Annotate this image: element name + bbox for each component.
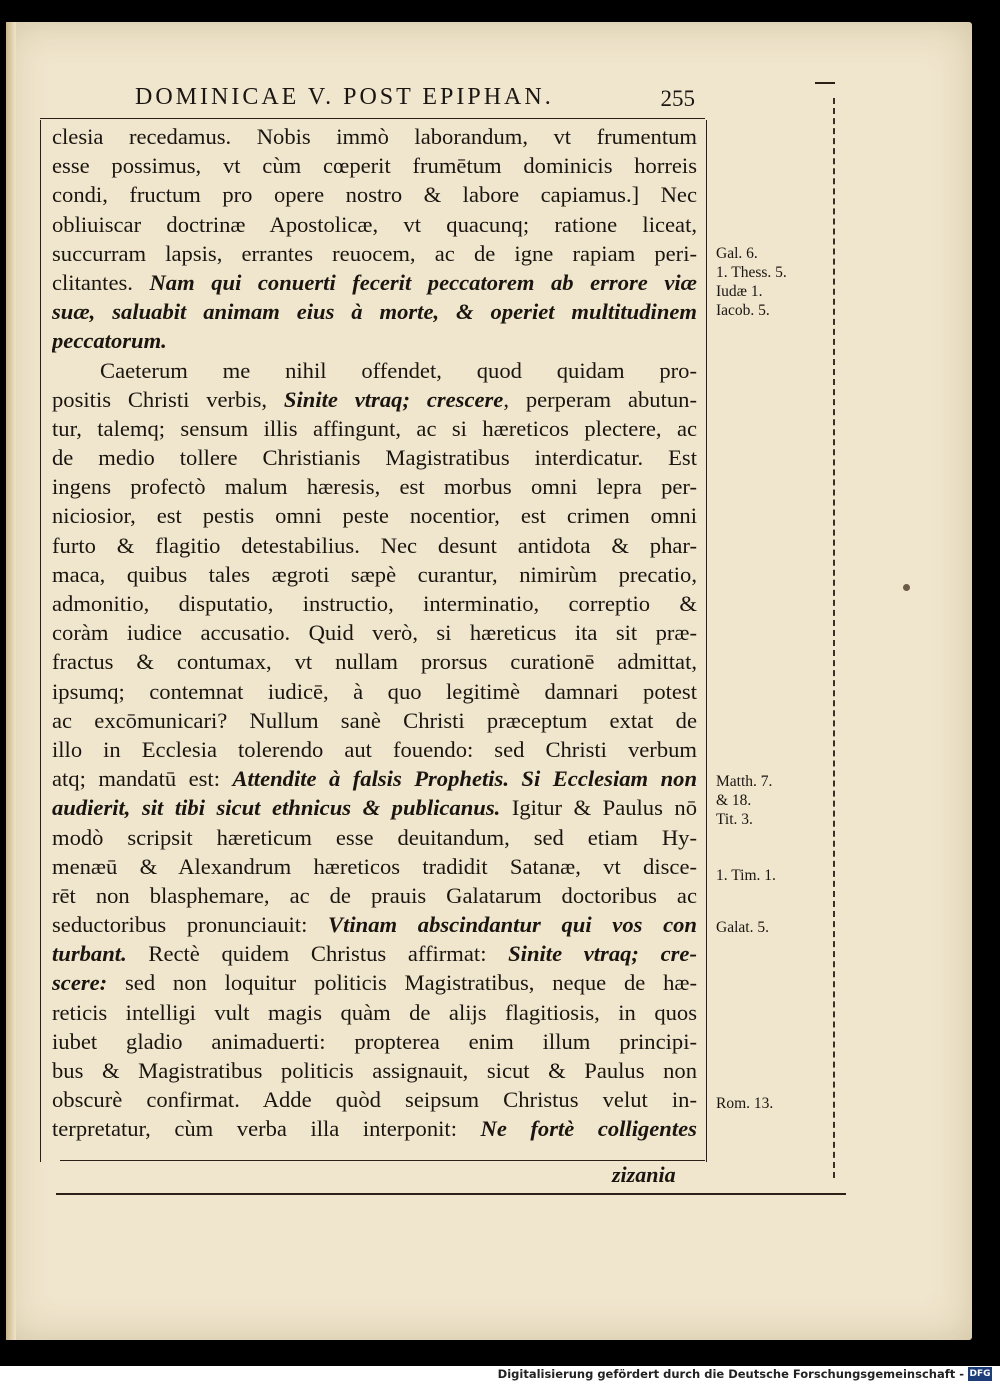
text-run: esse possimus, vt cùm cœperit frumētum dominicis horreis	[52, 153, 697, 179]
text-run: rēt non blasphemare, ac de prauis Galatarum doctoribus ac	[52, 882, 697, 908]
text-line	[52, 589, 697, 618]
text-line	[52, 1085, 697, 1114]
text-run: ipsumq; contemnat iudicē, à quo legitimè damnari potest	[52, 678, 697, 704]
text-run: clitantes.	[52, 269, 150, 295]
italic-text-run: Vtinam abscindantur qui vos con	[328, 912, 697, 938]
text-line	[52, 122, 697, 151]
margin-note-rom: Rom. 13.	[716, 1095, 774, 1112]
text-line	[52, 764, 697, 793]
text-run: admonitio, disputatio, instructio, interminatio, correptio &	[52, 591, 697, 616]
text-run: reticis intelligi vult magis quàm de alijs flagitiosis, in quos	[52, 999, 697, 1025]
text-run: positis Christi verbis,	[52, 386, 284, 412]
bottom-rule	[60, 1160, 705, 1161]
text-line	[52, 881, 697, 910]
text-line	[52, 210, 697, 239]
text-line	[52, 180, 697, 209]
text-run: illo in Ecclesia tolerendo aut fouendo: sed Christi verbum	[52, 736, 697, 762]
text-line	[52, 735, 697, 764]
text-run: furto & flagitio detestabilius. Nec desunt antidota & phar-	[52, 532, 697, 558]
text-run: de medio tollere Christianis Magistratibus interdicatur. Est	[52, 445, 697, 471]
italic-text-run: Ne fortè colligentes	[480, 1116, 697, 1142]
running-title: DOMINICAE V. POST EPIPHAN.	[135, 84, 554, 110]
text-line	[52, 852, 697, 881]
italic-text-run: peccatorum.	[52, 328, 167, 354]
text-run: fractus & contumax, vt nullam prorsus curationē admittat,	[52, 649, 697, 675]
text-run: succurram lapsis, errantes reuocem, ac de igne rapiam peri-	[52, 240, 697, 266]
text-line	[52, 414, 697, 443]
text-line	[52, 326, 697, 355]
text-line	[52, 1056, 697, 1085]
text-run: maca, quibus tales ægroti sæpè curantur, nimirùm precatio,	[52, 561, 697, 587]
text-line	[52, 1027, 697, 1056]
text-run: ac excōmunicari? Nullum sanè Christi præceptum extat de	[52, 707, 697, 733]
italic-text-run: audierit, sit tibi sicut ethnicus & publicanus.	[52, 795, 501, 821]
margin-note-galat: Galat. 5.	[716, 919, 769, 936]
text-line	[52, 677, 697, 706]
text-line	[52, 356, 697, 385]
page-edge	[6, 22, 16, 1340]
text-run: modò scripsit hæreticum esse deuitandum, sed etiam Hy-	[52, 824, 697, 850]
text-run: atq; mandatū est:	[52, 766, 233, 792]
text-run: menæū & Alexandrum hæreticos tradidit Satanæ, vt disce-	[52, 853, 697, 879]
text-line	[52, 939, 697, 968]
text-run: condi, fructum pro opere nostro & labore capiamus.] Nec	[52, 182, 697, 208]
running-header	[40, 84, 705, 119]
text-run: clesia recedamus. Nobis immò laborandum, vt frumentum	[52, 124, 697, 149]
text-run: seductoribus pronunciauit:	[52, 912, 329, 938]
paper-stain	[903, 584, 910, 591]
text-run: Igitur & Paulus nō	[500, 795, 697, 821]
text-run: terpretatur, cùm verba illa interponit:	[52, 1116, 481, 1142]
text-run: tur, talemq; sensum illis affingunt, ac si hæreticos plectere, ac	[52, 415, 697, 441]
italic-text-run: Nam qui conuerti fecerit peccatorem ab errore viæ	[149, 269, 697, 295]
text-line	[52, 793, 697, 822]
text-line	[52, 151, 697, 180]
text-run: obscurè confirmat. Adde quòd seipsum Christus velut in-	[52, 1087, 697, 1113]
text-line	[52, 501, 697, 530]
text-run: obliuiscar doctrinæ Apostolicæ, vt quacunq; ratione liceat,	[52, 211, 697, 237]
text-line	[52, 968, 697, 997]
text-line	[52, 647, 697, 676]
text-line	[52, 910, 697, 939]
italic-text-run: Sinite vtraq; cre-	[508, 941, 697, 967]
text-line	[52, 472, 697, 501]
top-tick-rule	[815, 82, 835, 84]
outer-margin-rule	[833, 98, 835, 1178]
text-run: sed non loquitur politicis Magistratibus, neque de hæ-	[107, 970, 697, 996]
text-run: coràm iudice accusatio. Quid verò, si hæreticus ita sit præ-	[52, 620, 697, 646]
text-line	[52, 297, 697, 326]
text-run: iubet gladio animaduerti: propterea enim illum principi-	[52, 1028, 697, 1054]
text-run: ingens profectò malum hæresis, est morbus omni lepra per-	[52, 474, 697, 500]
text-line	[52, 268, 697, 297]
text-line	[52, 618, 697, 647]
text-run: Rectè quidem Christus affirmat:	[126, 941, 509, 967]
text-line	[52, 706, 697, 735]
margin-note-gal: Gal. 6. 1. Thess. 5. Iudæ 1. Iacob. 5.	[716, 245, 787, 319]
main-text	[52, 122, 697, 1144]
text-line	[52, 443, 697, 472]
page-number: 255	[660, 86, 695, 111]
italic-text-run: scere:	[52, 970, 108, 996]
italic-text-run: turbant.	[52, 941, 127, 967]
italic-text-run: suæ, saluabit animam eius à morte, & operiet multitudinem	[52, 299, 697, 325]
text-line	[52, 560, 697, 589]
text-line	[52, 385, 697, 414]
margin-note-tim: 1. Tim. 1.	[716, 867, 776, 884]
text-run: niciosior, est pestis omni peste nocentior, est crimen omni	[52, 503, 697, 529]
digitization-credit: Digitalisierung gefördert durch die Deutsche Forschungsgemeinschaft -	[497, 1367, 964, 1381]
italic-text-run: Attendite à falsis Prophetis. Si Ecclesiam non	[232, 766, 697, 792]
catchword: zizania	[612, 1162, 676, 1187]
text-line	[52, 1114, 697, 1143]
base-rule	[56, 1193, 846, 1195]
text-run: , perperam abutun-	[503, 386, 697, 412]
text-run: bus & Magistratibus politicis assignauit, sicut & Paulus non	[52, 1058, 697, 1083]
text-line	[52, 531, 697, 560]
dfg-logo: DFG	[969, 1369, 991, 1379]
text-line	[52, 823, 697, 852]
text-run: Caeterum me nihil offendet, quod quidam pro-	[100, 357, 697, 383]
text-line	[52, 239, 697, 268]
text-line	[52, 998, 697, 1027]
margin-note-matth: Matth. 7. & 18. Tit. 3.	[716, 773, 773, 828]
italic-text-run: Sinite vtraq; crescere	[283, 386, 504, 412]
